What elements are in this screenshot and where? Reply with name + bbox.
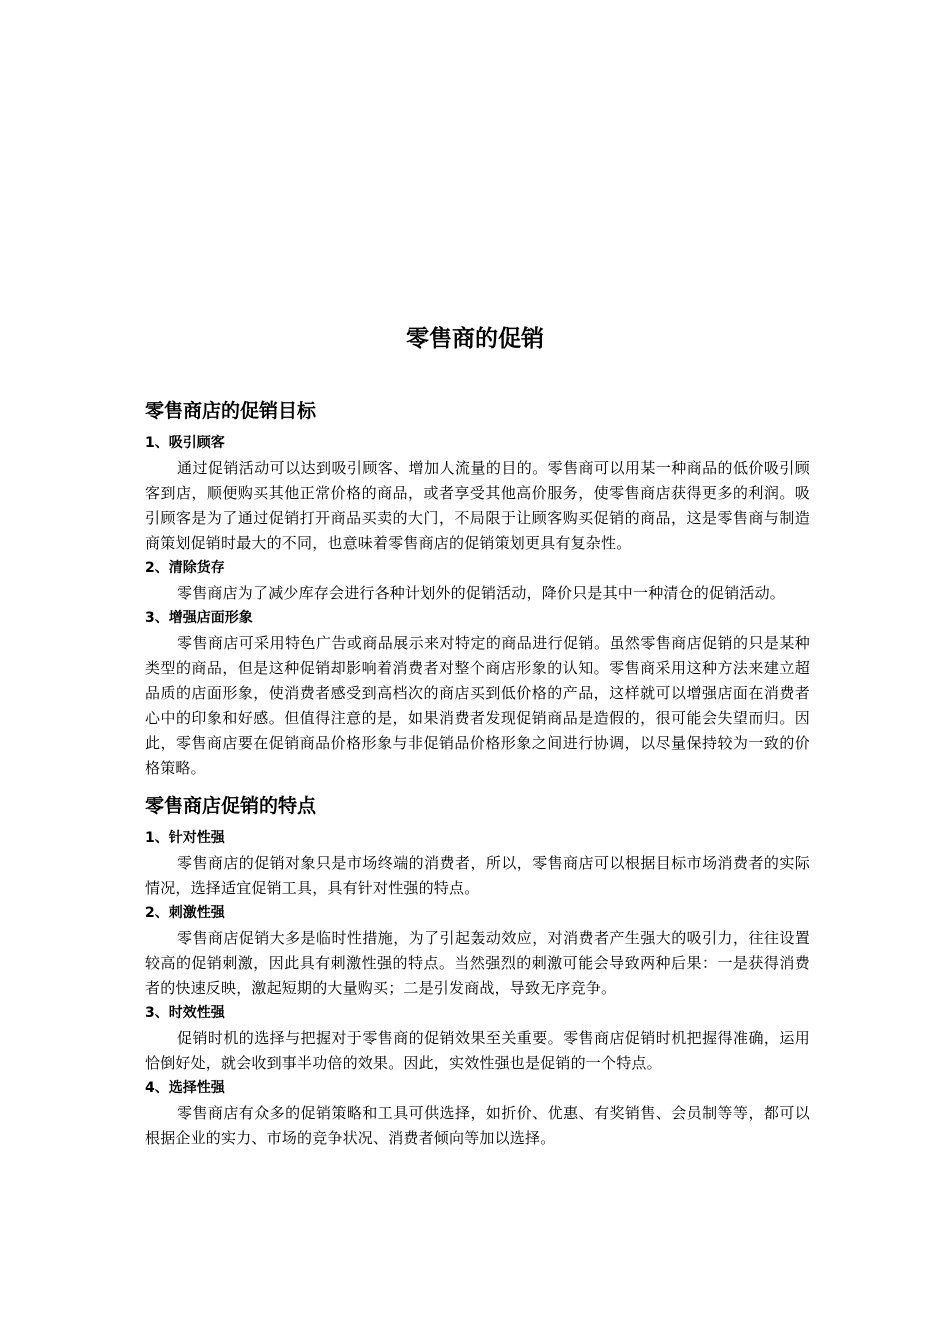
item-paragraph: 零售商店有众多的促销策略和工具可供选择，如折价、优惠、有奖销售、会员制等等，都可以根据企业的实力、市场的竞争状况、消费者倾向等加以选择。 xyxy=(145,1104,810,1147)
item-subheading: 2、刺激性强 xyxy=(145,905,225,921)
feature-item-targeted xyxy=(145,826,810,901)
item-subheading: 3、时效性强 xyxy=(145,1005,225,1021)
goal-item-store-image xyxy=(145,606,810,781)
document-body xyxy=(145,394,810,1151)
goal-item-attract-customers xyxy=(145,431,810,556)
item-paragraph: 零售商店促销大多是临时性措施，为了引起轰动效应，对消费者产生强大的吸引力，往往设置较高的促销刺激，因此具有刺激性强的特点。当然强烈的刺激可能会导致两种后果：一是获得消费者的快速反映，激起短期的大量购买；二是引发商战，导致无序竞争。 xyxy=(145,929,810,997)
goal-item-clear-inventory xyxy=(145,556,810,606)
section-promotion-goals xyxy=(145,394,810,781)
section-promotion-features xyxy=(145,789,810,1151)
item-paragraph: 零售商店的促销对象只是市场终端的消费者，所以，零售商店可以根据目标市场消费者的实际情况，选择适宜促销工具，具有针对性强的特点。 xyxy=(145,854,810,897)
item-subheading: 3、增强店面形象 xyxy=(145,610,253,626)
document-title: 零售商的促销 xyxy=(406,326,544,352)
section-heading: 零售商店的促销目标 xyxy=(145,400,317,422)
item-subheading: 1、针对性强 xyxy=(145,830,225,846)
section-heading: 零售商店促销的特点 xyxy=(145,795,317,817)
item-subheading: 1、吸引顾客 xyxy=(145,435,225,451)
item-subheading: 4、选择性强 xyxy=(145,1080,225,1096)
feature-item-stimulating xyxy=(145,901,810,1001)
item-paragraph: 零售商店为了减少库存会进行各种计划外的促销活动，降价只是其中一种清仓的促销活动。 xyxy=(177,584,786,602)
item-paragraph: 促销时机的选择与把握对于零售商的促销效果至关重要。零售商店促销时机把握得准确，运用恰倒好处，就会收到事半功倍的效果。因此，实效性强也是促销的一个特点。 xyxy=(145,1029,810,1072)
feature-item-selective xyxy=(145,1076,810,1151)
item-paragraph: 零售商店可采用特色广告或商品展示来对特定的商品进行促销。虽然零售商店促销的只是某种类型的商品，但是这种促销却影响着消费者对整个商店形象的认知。零售商采用这种方法来建立超品质的店面形象，使消费者感受到高档次的商店买到低价格的产品，这样就可以增强店面在消费者心中的印象和好感。但值得注意的是，如果消费者发现促销商品是造假的，很可能会失望而归。因此，零售商店要在促销商品价格形象与非促销品价格形象之间进行协调，以尽量保持较为一致的价格策略。 xyxy=(145,634,810,777)
item-paragraph: 通过促销活动可以达到吸引顾客、增加人流量的目的。零售商可以用某一种商品的低价吸引顾客到店，顺便购买其他正常价格的商品，或者享受其他高价服务，使零售商店获得更多的利润。吸引顾客是为了通过促销打开商品买卖的大门，不局限于让顾客购买促销的商品，这是零售商与制造商策划促销时最大的不同，也意味着零售商店的促销策划更具有复杂性。 xyxy=(145,459,810,552)
item-subheading: 2、清除货存 xyxy=(145,560,225,576)
feature-item-timely xyxy=(145,1001,810,1076)
